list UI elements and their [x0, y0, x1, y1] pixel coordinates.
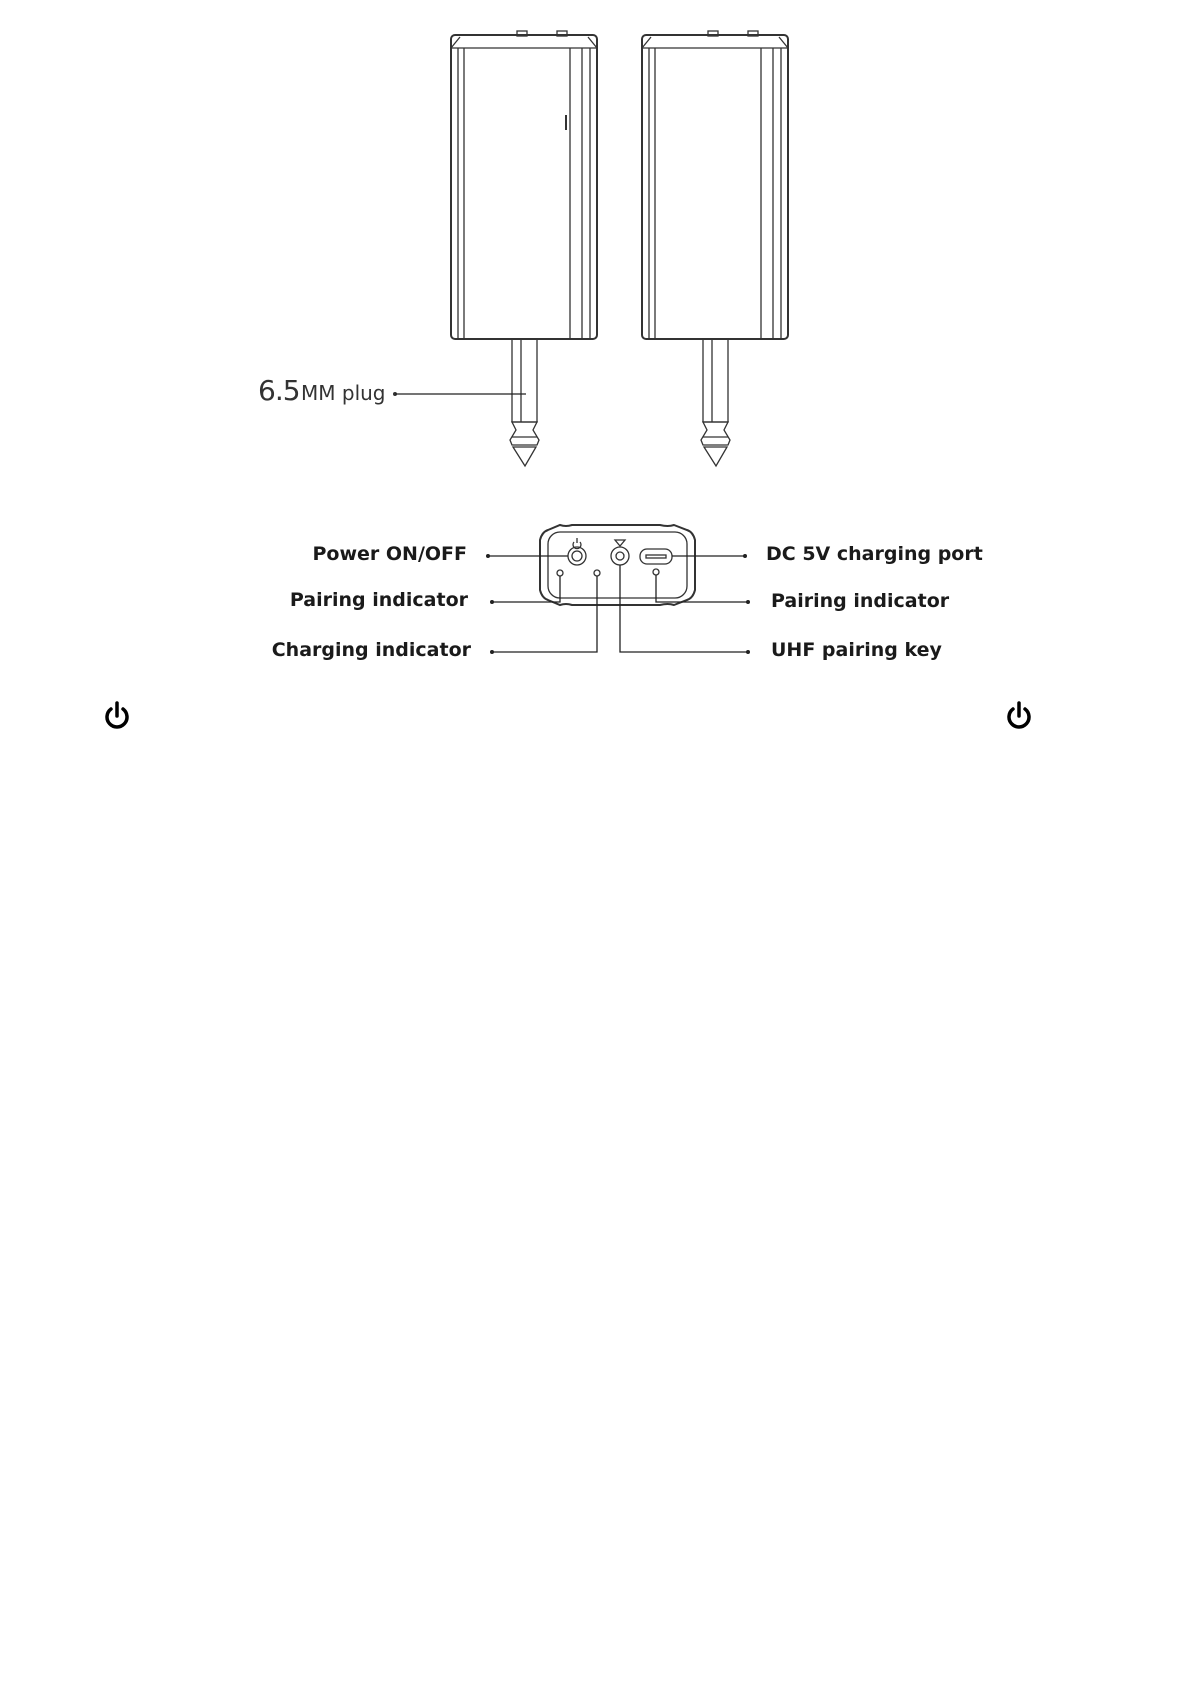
- dc-charging-port-label: DC 5V charging port: [766, 543, 983, 565]
- panel-uhf-key: [611, 540, 629, 565]
- pairing-indicator-left-label: Pairing indicator: [289, 589, 468, 611]
- left-plug: [510, 339, 539, 466]
- plug-unit-label: MM plug: [301, 381, 386, 405]
- panel-power-button: [568, 538, 586, 565]
- pairing-indicator-right-label: Pairing indicator: [771, 590, 950, 612]
- charging-indicator-label: Charging indicator: [271, 639, 471, 661]
- uhf-pairing-key-label: UHF pairing key: [771, 639, 942, 661]
- plug-size-label: 6.5: [258, 374, 300, 407]
- power-on-off-label: Power ON/OFF: [312, 543, 467, 565]
- panel-dc-port: [640, 549, 672, 564]
- power-icon: [107, 703, 127, 727]
- plug-callout: [258, 374, 526, 407]
- power-icon: [1009, 703, 1029, 727]
- panel-charging-led: [594, 570, 600, 576]
- right-plug: [701, 339, 730, 466]
- panel-pairing-led-left: [557, 570, 563, 576]
- left-unit: [451, 31, 597, 466]
- bottom-panel: [540, 525, 695, 605]
- right-unit: [642, 31, 788, 466]
- panel-pairing-led-right: [653, 569, 659, 575]
